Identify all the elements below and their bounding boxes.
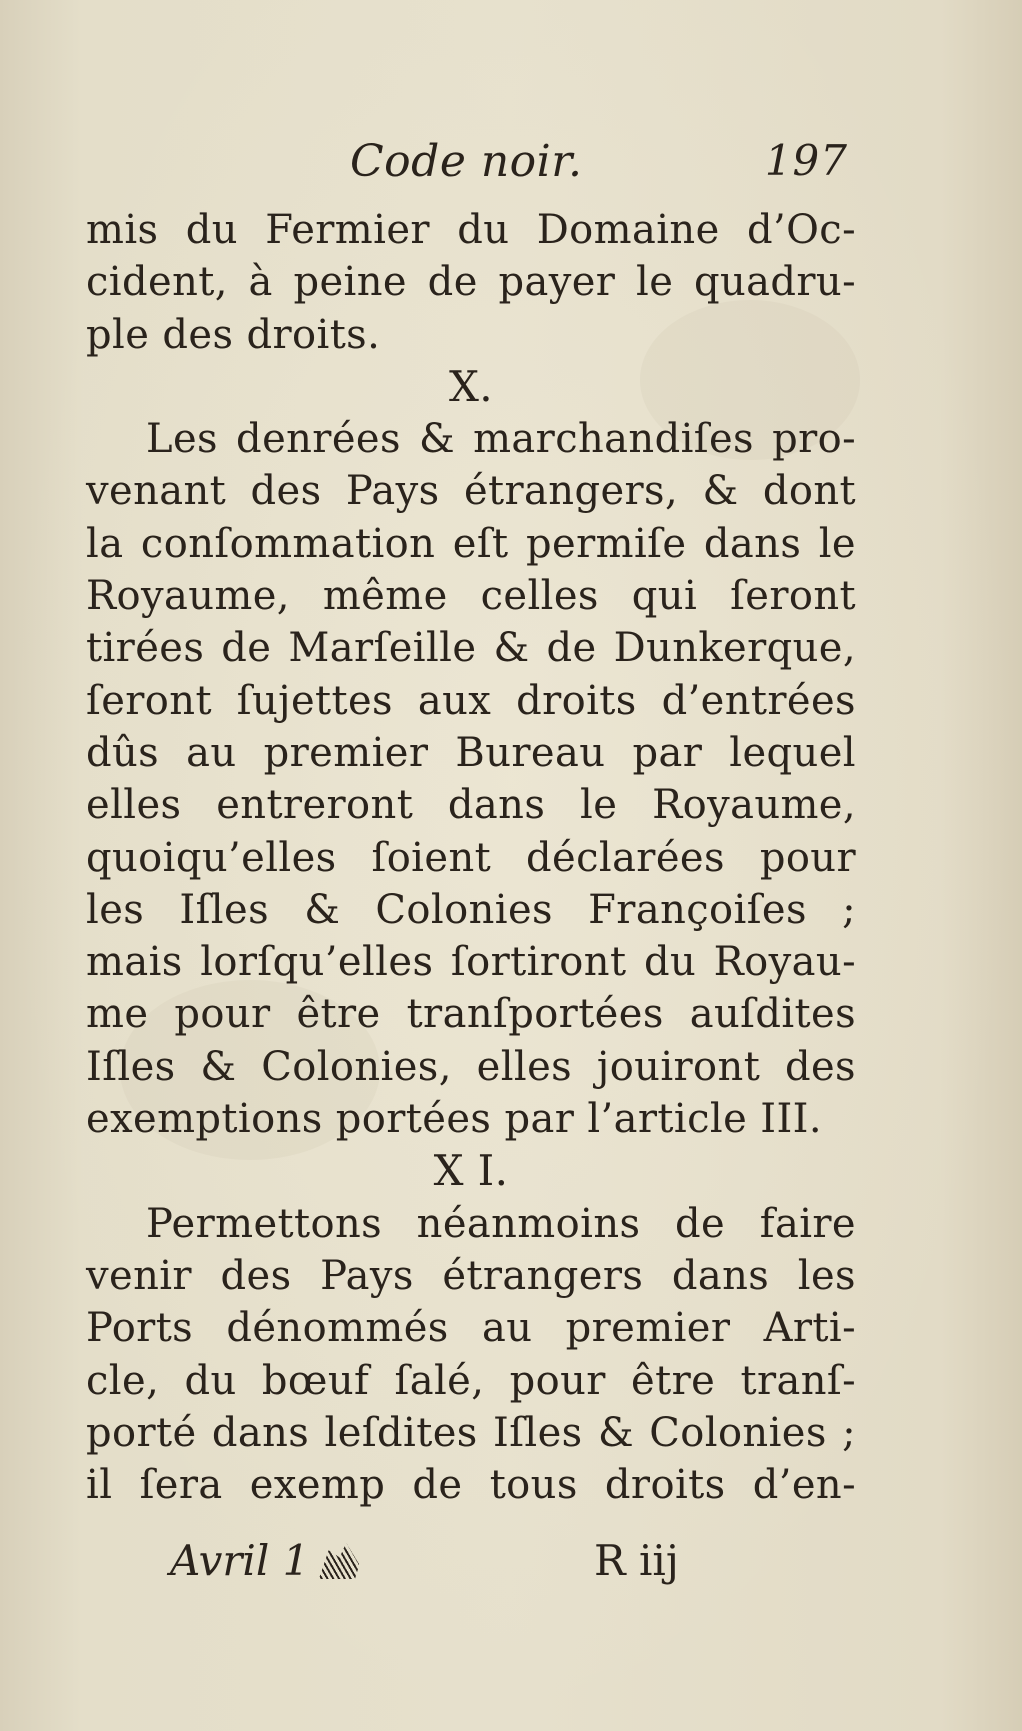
text-line: Iſles & Colonies, elles jouiront des — [86, 1043, 856, 1090]
text-line: quoiqu’elles ſoient déclarées pour — [86, 834, 856, 881]
text-line: me pour être tranſportées auſdites — [86, 991, 856, 1038]
running-title: Code noir. — [350, 136, 583, 187]
text-line: porté dans leſdites Iſles & Colonies ; — [86, 1409, 856, 1456]
text-line: dûs au premier Bureau par lequel — [86, 729, 856, 776]
text-line: cle, du bœuf ſalé, pour être tranſ- — [86, 1357, 856, 1404]
text-line: exemptions portées par l’article III. — [86, 1096, 822, 1143]
text-line: Royaume, même celles qui ſeront — [86, 573, 856, 620]
signature-mark-code: R iij — [594, 1536, 679, 1585]
signature-date-text: Avril 1 — [170, 1536, 310, 1585]
ink-blot-mark — [315, 1543, 359, 1579]
text-line: mis du Fermier du Domaine d’Oc- — [86, 207, 856, 253]
article-heading-x: X. — [448, 361, 494, 411]
text-line: Ports dénommés au premier Arti- — [86, 1305, 856, 1352]
article-heading-xi: X I. — [433, 1146, 509, 1196]
text-line: Les denrées & marchandiſes pro- — [146, 416, 856, 463]
page-footer — [170, 1536, 690, 1592]
text-line: ple des droits. — [86, 311, 381, 358]
text-line: elles entreront dans le Royaume, — [86, 782, 856, 829]
text-line: la conſommation eſt permiſe dans le — [86, 520, 856, 567]
text-line: les Iſles & Colonies Françoiſes ; — [86, 886, 856, 933]
text-line: ſeront ſujettes aux droits d’entrées — [86, 677, 856, 724]
signature-date — [170, 1536, 359, 1585]
text-line: il ſera exemp de tous droits d’en- — [86, 1462, 856, 1509]
text-line: venir des Pays étrangers dans les — [86, 1252, 856, 1299]
text-line: tirées de Marſeille & de Dunkerque, — [86, 625, 856, 672]
text-line: mais lorſqu’elles ſortiront du Royau- — [86, 939, 856, 986]
text-line: venant des Pays étrangers, & dont — [86, 468, 856, 515]
text-line: Permettons néanmoins de faire — [146, 1200, 856, 1247]
text-line: cident, à peine de payer le quadru- — [86, 259, 856, 306]
page-header — [88, 136, 848, 196]
body-text — [86, 204, 856, 1511]
page-number: 197 — [764, 136, 848, 185]
